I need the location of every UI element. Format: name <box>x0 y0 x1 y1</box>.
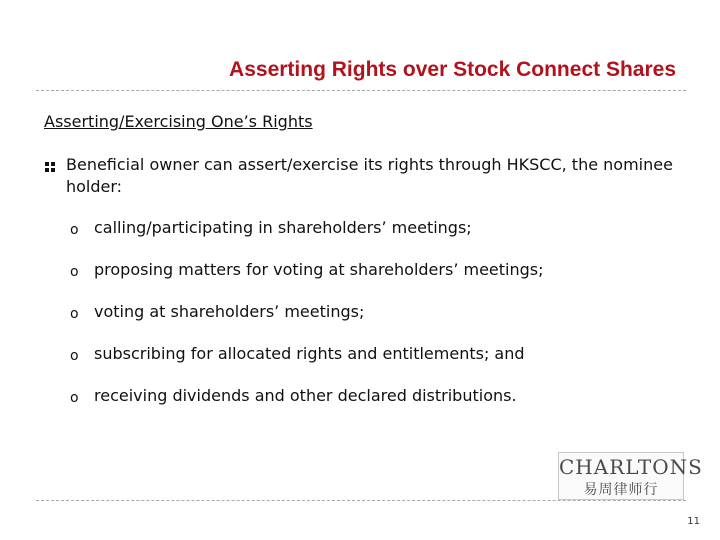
main-bullet-text: Beneficial owner can assert/exercise its rights through HKSCC, the nominee holder: <box>66 155 673 196</box>
list-item-text: subscribing for allocated rights and entitlements; and <box>94 344 525 363</box>
circle-bullet-icon: o <box>70 348 79 364</box>
main-bullet <box>44 154 684 198</box>
slide-title: Asserting Rights over Stock Connect Shares <box>229 58 676 81</box>
circle-bullet-icon: o <box>70 222 79 238</box>
list-item-text: receiving dividends and other declared distributions. <box>94 386 517 405</box>
logo-chinese-text: 易周律师行 <box>583 482 659 498</box>
charltons-logo <box>558 452 703 500</box>
circle-bullet-icon: o <box>70 264 79 280</box>
square-bullet-icon <box>44 158 56 170</box>
section-heading: Asserting/Exercising One’s Rights <box>44 112 313 131</box>
logo-english-text: CHARLTONS <box>559 455 703 479</box>
list-item-text: proposing matters for voting at shareholders’ meetings; <box>94 260 544 279</box>
circle-bullet-icon: o <box>70 390 79 406</box>
list-item-text: calling/participating in shareholders’ meetings; <box>94 218 472 237</box>
list-item-text: voting at shareholders’ meetings; <box>94 302 365 321</box>
page-number: 11 <box>687 516 700 527</box>
title-divider <box>36 90 686 91</box>
footer-divider <box>36 500 686 501</box>
circle-bullet-icon: o <box>70 306 79 322</box>
